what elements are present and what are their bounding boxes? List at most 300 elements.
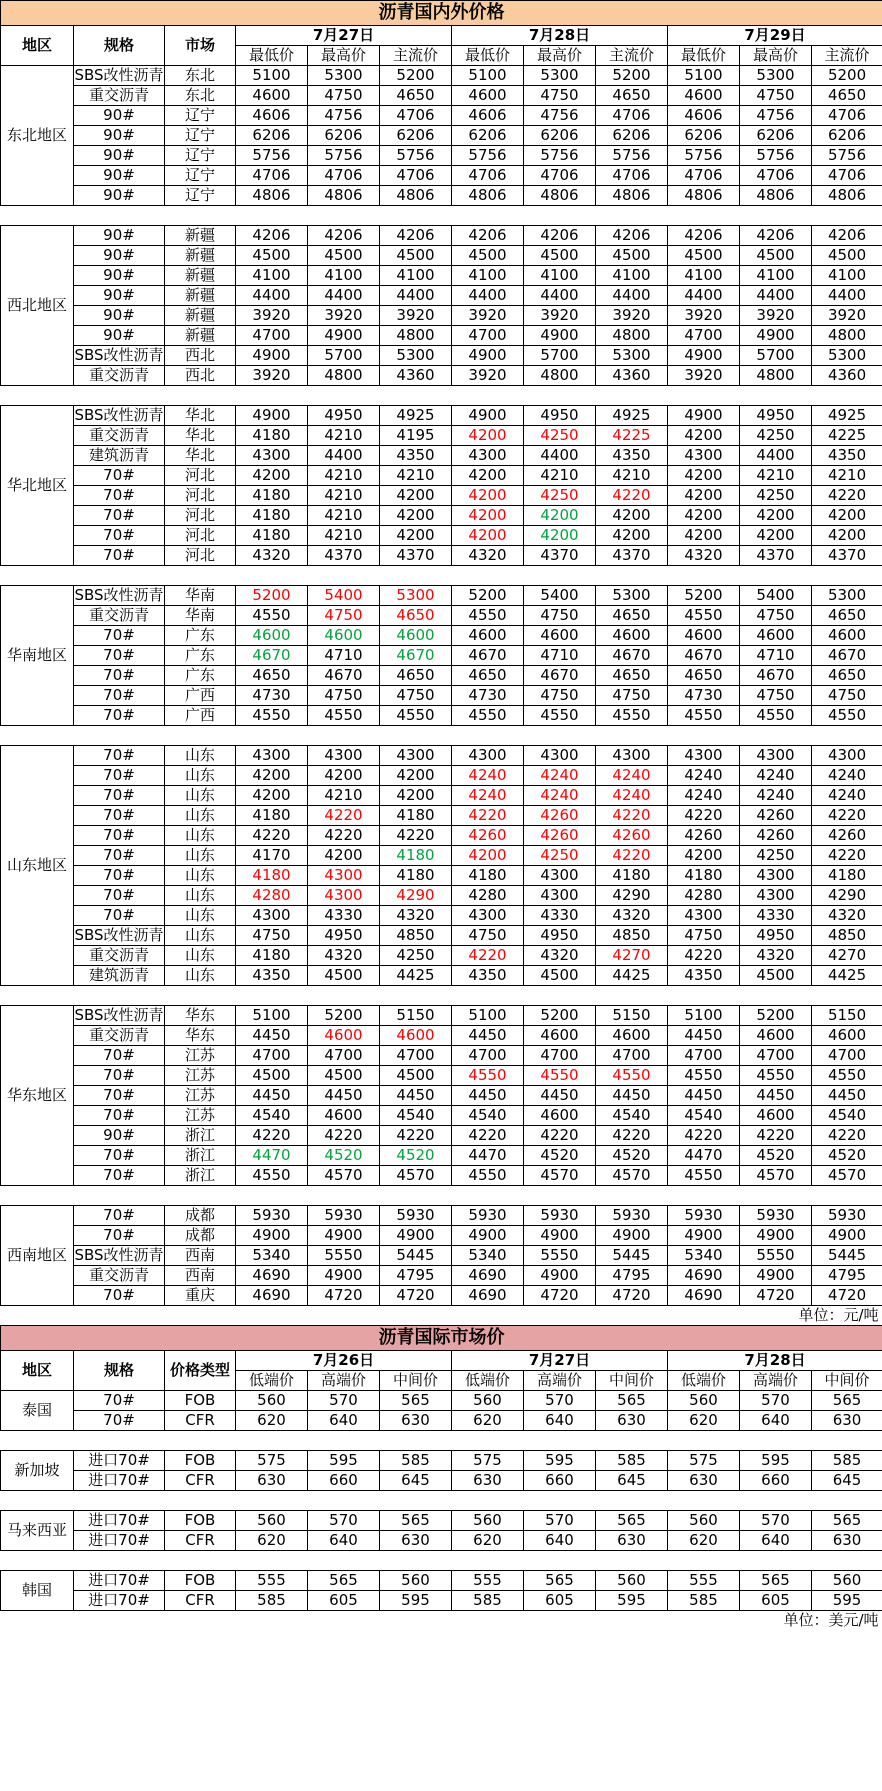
price-cell: 4300 — [812, 746, 882, 766]
table-row — [1, 906, 882, 926]
price-cell: 5100 — [452, 1006, 524, 1026]
price-cell: 4720 — [740, 1286, 812, 1306]
price-cell: 645 — [812, 1471, 882, 1491]
price-cell: 4750 — [740, 606, 812, 626]
price-cell: 605 — [740, 1591, 812, 1611]
header-price-type: 高端价 — [308, 1371, 380, 1391]
price-cell: 4260 — [740, 806, 812, 826]
unit-label: 单位：元/吨 — [798, 1306, 879, 1324]
price-cell: 4200 — [380, 506, 452, 526]
price-cell: 4550 — [308, 706, 380, 726]
table-row — [1, 366, 882, 386]
price-cell: 4250 — [740, 486, 812, 506]
price-cell: 4650 — [668, 666, 740, 686]
price-cell: 4260 — [452, 826, 524, 846]
price-cell: 560 — [596, 1571, 668, 1591]
price-cell: 4650 — [236, 666, 308, 686]
spec-cell: SBS改性沥青 — [74, 1006, 164, 1024]
spec-cell: 70# — [74, 1226, 165, 1246]
price-cell: 5200 — [236, 586, 308, 606]
price-cell: 4240 — [452, 786, 524, 806]
price-cell: 3920 — [668, 366, 740, 386]
price-cell: 4300 — [236, 746, 308, 766]
price-cell: 4450 — [740, 1086, 812, 1106]
price-cell: 560 — [812, 1571, 882, 1591]
table-row — [1, 606, 882, 626]
price-cell: 620 — [236, 1411, 308, 1431]
market-cell: 华北 — [165, 406, 236, 426]
spec-cell: 70# — [74, 1066, 165, 1086]
table-row — [1, 246, 882, 266]
header-market: 价格类型 — [165, 1351, 236, 1391]
spec-cell: 70# — [74, 906, 165, 926]
price-cell: 660 — [740, 1471, 812, 1491]
spec-cell: 70# — [74, 1411, 165, 1431]
price-cell: 4200 — [452, 846, 524, 866]
price-cell: 4360 — [380, 366, 452, 386]
header-price-type: 最高价 — [308, 46, 380, 66]
price-cell: 630 — [596, 1531, 668, 1551]
price-cell: 595 — [812, 1591, 882, 1611]
price-cell: 4900 — [740, 1226, 812, 1246]
market-cell: 华东 — [165, 1006, 236, 1026]
price-cell: 4200 — [380, 486, 452, 506]
region-name: 马来西亚 — [1, 1511, 74, 1551]
price-cell: 4210 — [308, 426, 380, 446]
price-cell: 4220 — [380, 826, 452, 846]
market-cell: 江苏 — [165, 1046, 236, 1066]
header-price-type: 低端价 — [452, 1371, 524, 1391]
spec-cell: 进口70# — [74, 1451, 165, 1471]
price-cell: 4706 — [740, 166, 812, 186]
price-cell: 4500 — [596, 246, 668, 266]
price-cell: 4180 — [236, 426, 308, 446]
price-cell: 4320 — [452, 546, 524, 566]
header-region: 地区 — [1, 26, 74, 66]
price-cell: 4750 — [740, 686, 812, 706]
price-cell: 4100 — [668, 266, 740, 286]
market-cell: 西南 — [165, 1266, 236, 1286]
price-cell: 595 — [380, 1591, 452, 1611]
price-cell: 4300 — [236, 906, 308, 926]
price-cell: 575 — [452, 1451, 524, 1471]
price-cell: 4260 — [596, 826, 668, 846]
price-cell: 4180 — [380, 846, 452, 866]
price-cell: 4370 — [740, 546, 812, 566]
price-cell: 4400 — [596, 286, 668, 306]
price-cell: 4450 — [452, 1026, 524, 1046]
table-row — [1, 1286, 882, 1306]
price-cell: 4900 — [668, 346, 740, 366]
price-cell: 4290 — [596, 886, 668, 906]
price-cell: 640 — [308, 1531, 380, 1551]
price-cell: 4750 — [380, 686, 452, 706]
spec-cell: 70# — [74, 526, 165, 546]
price-cell: 4710 — [308, 646, 380, 666]
price-cell: 4500 — [740, 966, 812, 986]
price-cell: 640 — [524, 1531, 596, 1551]
price-cell: 630 — [380, 1411, 452, 1431]
spec-cell: 90# — [74, 106, 165, 126]
price-cell: 595 — [308, 1451, 380, 1471]
table-row — [1, 966, 882, 986]
market-cell: 河北 — [165, 486, 236, 506]
header-price-type: 主流价 — [596, 46, 668, 66]
price-cell: 5550 — [524, 1246, 596, 1266]
price-cell: 585 — [236, 1591, 308, 1611]
market-cell: 新疆 — [165, 266, 236, 286]
price-cell: 4200 — [668, 426, 740, 446]
price-cell: 4200 — [308, 766, 380, 786]
spec-cell: SBS改性沥青 — [74, 1246, 164, 1264]
price-cell: 4540 — [668, 1106, 740, 1126]
price-cell: 4500 — [524, 966, 596, 986]
price-cell: 570 — [308, 1511, 380, 1531]
spec-cell: 重交沥青 — [74, 1026, 165, 1046]
price-cell: 4600 — [452, 626, 524, 646]
price-cell: 4220 — [740, 1126, 812, 1146]
spacer-cell — [1, 726, 882, 746]
price-cell: 4540 — [812, 1106, 882, 1126]
price-cell: 4550 — [812, 1066, 882, 1086]
price-cell: 4850 — [596, 926, 668, 946]
price-cell: 4180 — [236, 806, 308, 826]
price-cell: 4550 — [596, 1066, 668, 1086]
table-row — [1, 1026, 882, 1046]
table-row — [1, 766, 882, 786]
price-cell: 5445 — [380, 1246, 452, 1266]
price-cell: 3920 — [380, 306, 452, 326]
price-cell: 4925 — [812, 406, 882, 426]
price-cell: 4200 — [668, 846, 740, 866]
price-cell: 4400 — [740, 446, 812, 466]
price-cell: 4700 — [812, 1046, 882, 1066]
spec-cell: 重交沥青 — [74, 606, 165, 626]
price-cell: 4210 — [308, 506, 380, 526]
market-cell: 东北 — [165, 86, 236, 106]
table-row — [1, 1246, 882, 1266]
price-cell: 4450 — [452, 1086, 524, 1106]
price-cell: 4210 — [380, 466, 452, 486]
price-cell: 565 — [308, 1571, 380, 1591]
price-cell: 4550 — [524, 1066, 596, 1086]
price-cell: 3920 — [812, 306, 882, 326]
price-cell: 4700 — [668, 326, 740, 346]
price-cell: 4806 — [812, 186, 882, 206]
price-cell: 595 — [740, 1451, 812, 1471]
price-cell: 5445 — [596, 1246, 668, 1266]
spacer-cell — [1, 1491, 882, 1511]
price-cell: 4550 — [452, 606, 524, 626]
price-cell: 4270 — [596, 946, 668, 966]
header-price-type: 低端价 — [668, 1371, 740, 1391]
price-cell: 555 — [236, 1571, 308, 1591]
price-cell: 4550 — [740, 1066, 812, 1086]
price-cell: 4800 — [740, 366, 812, 386]
spec-cell: 70# — [74, 786, 165, 806]
market-cell: 江苏 — [165, 1086, 236, 1106]
price-cell: 4550 — [668, 1166, 740, 1186]
header-market: 市场 — [165, 26, 236, 66]
price-cell: 5930 — [524, 1206, 596, 1226]
price-cell: 4400 — [668, 286, 740, 306]
price-cell: 4450 — [596, 1086, 668, 1106]
spec-cell: 90# — [74, 326, 165, 346]
price-cell: 5756 — [236, 146, 308, 166]
price-cell: 4600 — [740, 1026, 812, 1046]
price-cell: 4806 — [740, 186, 812, 206]
price-cell: 585 — [452, 1591, 524, 1611]
price-cell: 4806 — [524, 186, 596, 206]
price-cell: 560 — [452, 1511, 524, 1531]
price-cell: 4520 — [308, 1146, 380, 1166]
price-cell: 4200 — [308, 846, 380, 866]
table-row — [1, 1006, 882, 1026]
price-cell: 585 — [596, 1451, 668, 1471]
price-cell: 4670 — [668, 646, 740, 666]
price-cell: 4700 — [452, 1046, 524, 1066]
price-cell: 4650 — [812, 666, 882, 686]
header-price-type: 高端价 — [740, 1371, 812, 1391]
price-cell: 4950 — [524, 406, 596, 426]
price-cell: 4320 — [812, 906, 882, 926]
market-cell: 广东 — [165, 626, 236, 646]
price-cell: 4300 — [668, 446, 740, 466]
table-row — [1, 866, 882, 886]
price-cell: 4900 — [236, 346, 308, 366]
price-cell: 4180 — [236, 506, 308, 526]
spec-cell: 70# — [74, 666, 165, 686]
price-cell: 4540 — [380, 1106, 452, 1126]
price-cell: 4690 — [668, 1266, 740, 1286]
price-cell: 5300 — [380, 346, 452, 366]
price-cell: 5930 — [308, 1206, 380, 1226]
market-cell: 广东 — [165, 666, 236, 686]
price-cell: 5340 — [668, 1246, 740, 1266]
price-cell: 4200 — [668, 526, 740, 546]
table-row — [1, 1391, 882, 1411]
price-cell: 4320 — [524, 946, 596, 966]
price-cell: 4300 — [668, 906, 740, 926]
price-cell: 4300 — [524, 746, 596, 766]
price-cell: 5150 — [812, 1006, 882, 1026]
price-cell: 4925 — [596, 406, 668, 426]
table-row — [1, 1106, 882, 1126]
price-cell: 5700 — [740, 346, 812, 366]
price-cell: 4550 — [668, 606, 740, 626]
market-cell: 广西 — [165, 686, 236, 706]
table-row — [1, 946, 882, 966]
market-cell: 西北 — [165, 346, 236, 366]
price-cell: 5340 — [452, 1246, 524, 1266]
header-spec: 规格 — [74, 1351, 165, 1391]
price-cell: 560 — [452, 1391, 524, 1411]
spec-cell: 90# — [74, 186, 165, 206]
price-cell: 4720 — [308, 1286, 380, 1306]
price-cell: 4240 — [812, 766, 882, 786]
price-cell: 4100 — [308, 266, 380, 286]
price-cell: 5200 — [308, 1006, 380, 1026]
price-cell: 620 — [236, 1531, 308, 1551]
price-cell: 4750 — [452, 926, 524, 946]
spec-cell: 70# — [74, 1206, 165, 1226]
price-cell: 4206 — [236, 226, 308, 246]
price-cell: 5200 — [452, 586, 524, 606]
header-price-type: 最高价 — [740, 46, 812, 66]
table-row — [1, 526, 882, 546]
price-cell: 4200 — [380, 786, 452, 806]
price-cell: 4900 — [740, 1266, 812, 1286]
price-cell: 4600 — [596, 626, 668, 646]
price-cell: 4240 — [668, 766, 740, 786]
unit-label: 单位：美元/吨 — [783, 1611, 879, 1629]
spec-cell: 90# — [74, 226, 165, 246]
price-cell: 4200 — [740, 506, 812, 526]
price-cell: 4600 — [452, 86, 524, 106]
price-cell: 4690 — [668, 1286, 740, 1306]
price-cell: 4550 — [236, 1166, 308, 1186]
market-cell: 山东 — [165, 846, 236, 866]
market-cell: 江苏 — [165, 1066, 236, 1086]
price-cell: 4750 — [308, 606, 380, 626]
price-cell: 4650 — [452, 666, 524, 686]
market-cell: 新疆 — [165, 246, 236, 266]
price-cell: 4520 — [524, 1146, 596, 1166]
price-cell: 4206 — [308, 226, 380, 246]
price-cell: 4650 — [812, 606, 882, 626]
price-cell: 4220 — [452, 946, 524, 966]
price-cell: 4220 — [596, 1126, 668, 1146]
price-cell: 4240 — [596, 766, 668, 786]
price-cell: 4270 — [812, 946, 882, 966]
price-cell: 4240 — [596, 786, 668, 806]
price-cell: 4550 — [236, 606, 308, 626]
price-cell: 4470 — [452, 1146, 524, 1166]
price-cell: 4850 — [812, 926, 882, 946]
table-row — [1, 686, 882, 706]
price-cell: 565 — [812, 1511, 882, 1531]
market-cell: FOB — [165, 1511, 236, 1531]
price-cell: 565 — [380, 1511, 452, 1531]
spec-cell: 建筑沥青 — [74, 446, 165, 466]
table-row — [1, 186, 882, 206]
price-cell: 5930 — [380, 1206, 452, 1226]
price-cell: 5100 — [452, 66, 524, 86]
price-cell: 565 — [596, 1391, 668, 1411]
price-cell: 4806 — [308, 186, 380, 206]
price-cell: 4500 — [308, 966, 380, 986]
spec-cell: 重交沥青 — [74, 426, 165, 446]
price-cell: 4750 — [308, 86, 380, 106]
table-row — [1, 486, 882, 506]
price-cell: 4670 — [524, 666, 596, 686]
price-cell: 4300 — [596, 746, 668, 766]
price-cell: 4210 — [524, 466, 596, 486]
price-cell: 4220 — [812, 1126, 882, 1146]
table-row — [1, 306, 882, 326]
international-unit-row — [1, 1611, 882, 1631]
spec-cell: 90# — [74, 306, 165, 326]
price-cell: 4520 — [812, 1146, 882, 1166]
spec-cell: 进口70# — [74, 1571, 165, 1591]
market-cell: 浙江 — [165, 1166, 236, 1186]
price-cell: 595 — [524, 1451, 596, 1471]
price-cell: 4795 — [380, 1266, 452, 1286]
header-date: 7月29日 — [668, 26, 882, 46]
price-cell: 4200 — [524, 526, 596, 546]
price-cell: 4100 — [236, 266, 308, 286]
region-name: 华东地区 — [1, 1006, 74, 1186]
price-cell: 4600 — [524, 1106, 596, 1126]
price-cell: 555 — [452, 1571, 524, 1591]
header-date: 7月28日 — [452, 26, 668, 46]
region-name: 山东地区 — [1, 746, 74, 986]
price-cell: 5756 — [524, 146, 596, 166]
price-cell: 5100 — [236, 66, 308, 86]
header-price-type: 低端价 — [236, 1371, 308, 1391]
price-cell: 5300 — [812, 346, 882, 366]
price-cell: 4706 — [812, 166, 882, 186]
price-cell: 4700 — [740, 1046, 812, 1066]
table-row — [1, 326, 882, 346]
table-row — [1, 586, 882, 606]
price-cell: 5400 — [524, 586, 596, 606]
price-cell: 570 — [740, 1511, 812, 1531]
price-cell: 4300 — [236, 446, 308, 466]
price-cell: 4220 — [812, 806, 882, 826]
price-cell: 4700 — [596, 1046, 668, 1066]
price-cell: 4570 — [524, 1166, 596, 1186]
price-cell: 4795 — [596, 1266, 668, 1286]
price-cell: 4330 — [524, 906, 596, 926]
spec-cell: 70# — [74, 1086, 165, 1106]
region-spacer-row — [1, 566, 882, 586]
market-cell: 重庆 — [165, 1286, 236, 1306]
price-cell: 4240 — [452, 766, 524, 786]
price-cell: 4570 — [740, 1166, 812, 1186]
price-cell: 620 — [452, 1531, 524, 1551]
price-cell: 4210 — [308, 466, 380, 486]
price-cell: 4210 — [596, 466, 668, 486]
market-cell: 山东 — [165, 886, 236, 906]
price-cell: 4500 — [380, 1066, 452, 1086]
price-cell: 5930 — [740, 1206, 812, 1226]
price-cell: 4370 — [596, 546, 668, 566]
price-cell: 4500 — [452, 246, 524, 266]
table-row — [1, 286, 882, 306]
price-cell: 4520 — [380, 1146, 452, 1166]
region-name: 泰国 — [1, 1391, 74, 1431]
price-cell: 4450 — [380, 1086, 452, 1106]
header-price-type: 最低价 — [236, 46, 308, 66]
market-cell: 华北 — [165, 426, 236, 446]
price-cell: 5700 — [524, 346, 596, 366]
price-cell: 620 — [668, 1411, 740, 1431]
price-cell: 5100 — [668, 66, 740, 86]
price-cell: 4400 — [452, 286, 524, 306]
price-cell: 4550 — [812, 706, 882, 726]
price-cell: 4730 — [668, 686, 740, 706]
table-row — [1, 886, 882, 906]
market-cell: 河北 — [165, 506, 236, 526]
region-spacer-row — [1, 206, 882, 226]
market-cell: FOB — [165, 1391, 236, 1411]
price-cell: 4650 — [380, 666, 452, 686]
price-cell: 4206 — [524, 226, 596, 246]
price-cell: 4400 — [740, 286, 812, 306]
price-cell: 4900 — [452, 406, 524, 426]
price-cell: 4950 — [308, 406, 380, 426]
